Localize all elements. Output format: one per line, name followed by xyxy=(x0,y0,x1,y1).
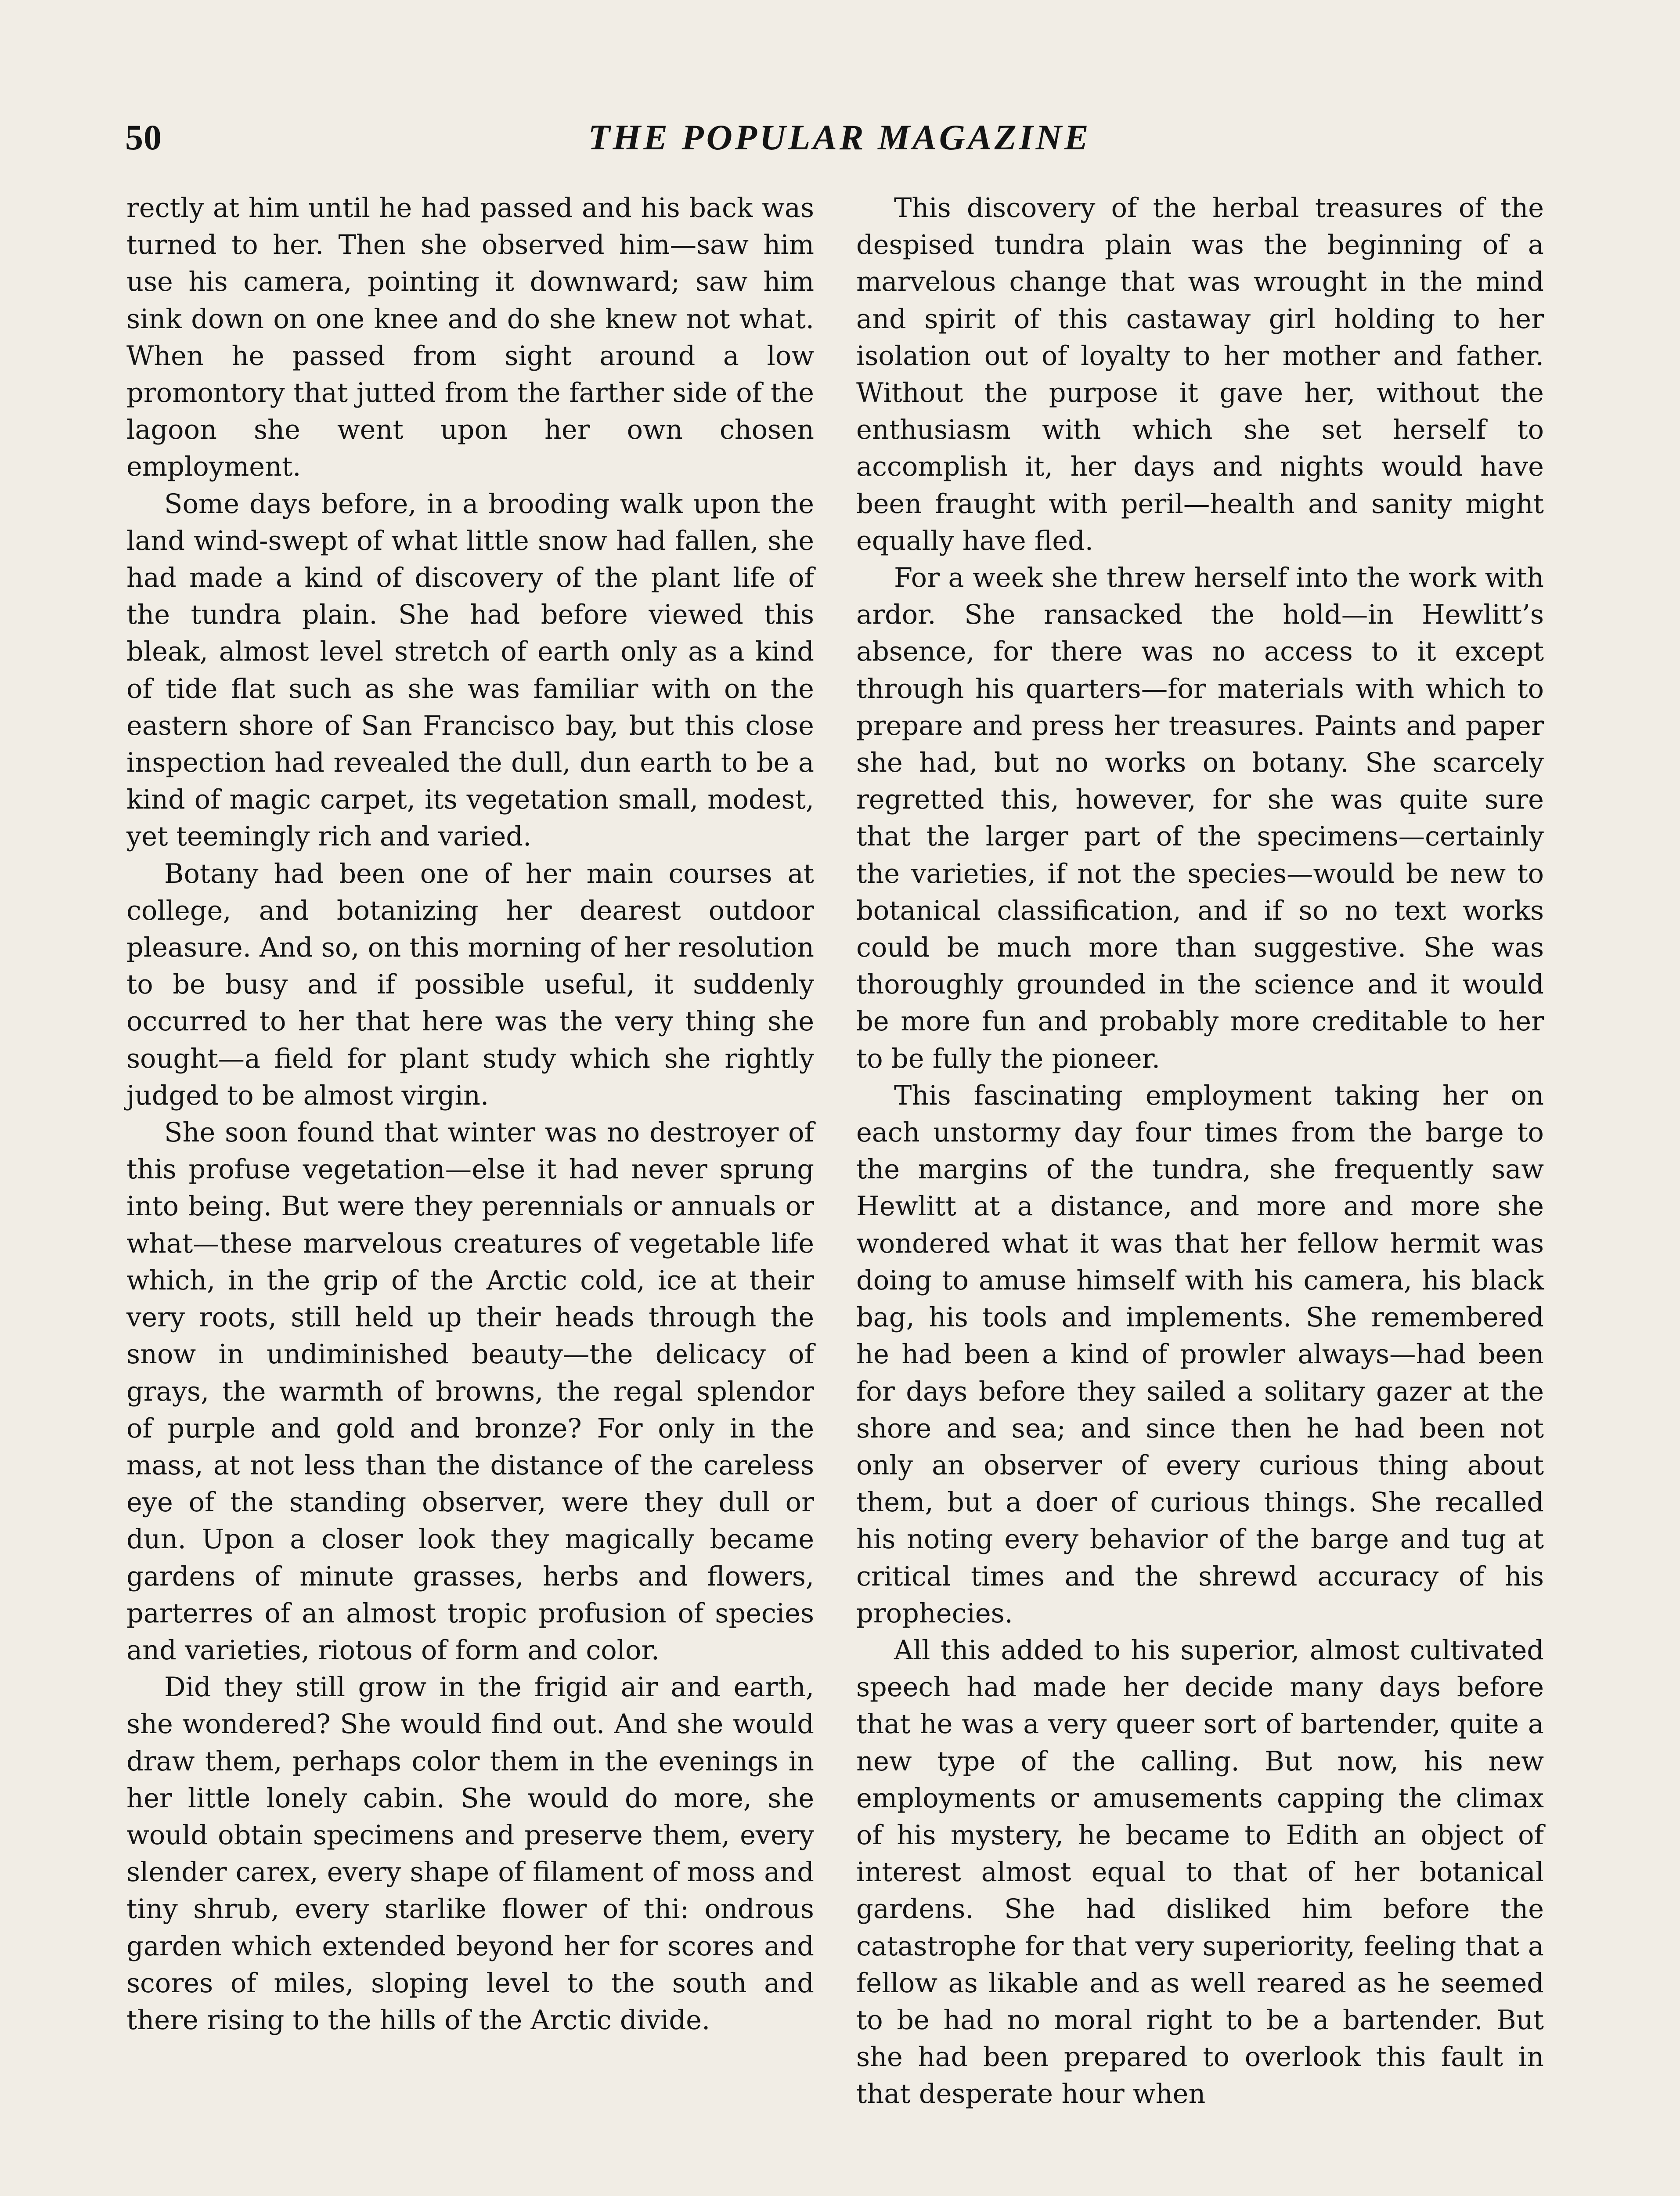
paragraph: Botany had been one of her main courses at college, and botanizing her dearest outdoor pleasure. And so, on this morning of her resolution to be busy and if possible useful, it suddenly occurred to her that here was the very thing she sought—a field for plant study which she rightly judged to be almost virgin. xyxy=(126,858,814,1111)
magazine-title: THE POPULAR MAGAZINE xyxy=(588,117,1091,157)
paragraph: For a week she threw herself into the work with ardor. She ransacked the hold—in Hewlitt’s absence, for there was no access to it except through his quarters—for materials with which to prepare and press her treasures. Paints and paper she had, but no works on botany. She scarcely regretted this, however, for she was quite sure that the larger part of the specimens—certainly the varieties, if not the species—would be new to botanical classification, and if so no text works could be much more than suggestive. She was thoroughly grounded in the science and it would be more fun and probably more creditable to her to be fully the pioneer. xyxy=(856,563,1544,1074)
left-column xyxy=(126,190,814,2039)
paragraph: She soon found that winter was no destroyer of this profuse vegetation—else it had never sprung into being. But were they perennials or annuals or what—these marvelous creatures of vegetable life which, in the grip of the Arctic cold, ice at their very roots, still held up their heads through the snow in undiminished beauty—the delicacy of grays, the warmth of browns, the regal splendor of purple and gold and bronze? For only in the mass, at not less than the distance of the careless eye of the standing observer, were they dull or dun. Upon a closer look they magically became gardens of minute grasses, herbs and flowers, parterres of an almost tropic profusion of species and varieties, riotous of form and color. xyxy=(126,1117,814,1666)
paragraph: This discovery of the herbal treasures of the despised tundra plain was the beginning of a marvelous change that was wrought in the mind and spirit of this castaway girl holding to her isolation out of loyalty to her mother and father. Without the purpose it gave her, without the enthusiasm with which she set herself to accomplish it, her days and nights would have been fraught with peril—health and sanity might equally have fled. xyxy=(856,193,1544,556)
paragraph: All this added to his superior, almost cultivated speech had made her decide many days before that he was a very queer sort of bartender, quite a new type of the calling. But now, his new employments or amusements capping the climax of his mystery, he became to Edith an object of interest almost equal to that of her botanical gardens. She had disliked him before the catastrophe for that very superiority, feeling that a fellow as likable and as well reared as he seemed to be had no moral right to be a bartender. But she had been prepared to overlook this fault in that desperate hour when xyxy=(856,1635,1544,2110)
paragraph: rectly at him until he had passed and his back was turned to her. Then she observed him—saw him use his camera, pointing it downward; saw him sink down on one knee and do she knew not what. When he passed from sight around a low promontory that jutted from the farther side of the lagoon she went upon her own chosen employment. xyxy=(126,193,814,483)
paragraph: This fascinating employment taking her on each unstormy day four times from the barge to the margins of the tundra, she frequently saw Hewlitt at a distance, and more and more she wondered what it was that her fellow hermit was doing to amuse himself with his camera, his black bag, his tools and implements. She remembered he had been a kind of prowler always—had been for days before they sailed a solitary gazer at the shore and sea; and since then he had been not only an observer of every curious thing about them, but a doer of curious things. She recalled his noting every behavior of the barge and tug at critical times and the shrewd accuracy of his prophecies. xyxy=(856,1080,1544,1629)
page-header xyxy=(125,117,1554,170)
page-number: 50 xyxy=(125,117,162,157)
paragraph: Some days before, in a brooding walk upon the land wind-swept of what little snow had fallen, she had made a kind of discovery of the plant life of the tundra plain. She had before viewed this bleak, almost level stretch of earth only as a kind of tide flat such as she was familiar with on the eastern shore of San Francisco bay, but this close inspection had revealed the dull, dun earth to be a kind of magic carpet, its vegetation small, modest, yet teemingly rich and varied. xyxy=(126,488,814,852)
paragraph: Did they still grow in the frigid air and earth, she wondered? She would find out. And she would draw them, perhaps color them in the evenings in her little lonely cabin. She would do more, she would obtain specimens and preserve them, every slender carex, every shape of filament of moss and tiny shrub, every starlike flower of thi: ondrous garden which extended beyond her for scores and scores of miles, sloping level to the south and there rising to the hills of the Arctic divide. xyxy=(126,1672,814,2036)
right-column xyxy=(856,190,1544,2113)
